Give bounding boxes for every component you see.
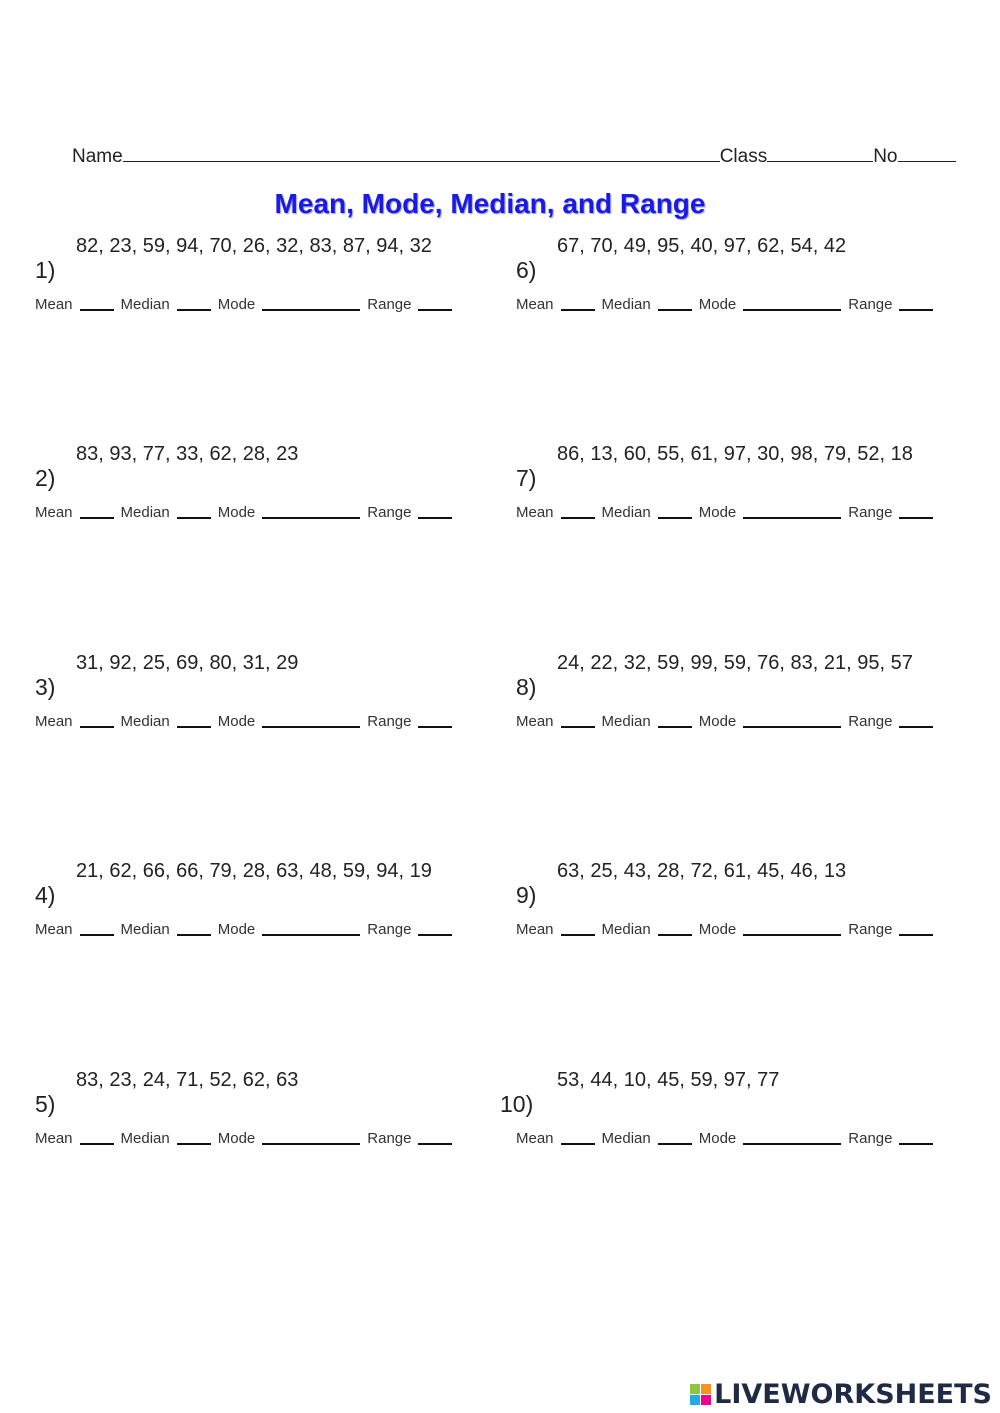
logo-square-3 [690,1395,700,1405]
range-answer-blank[interactable] [418,712,452,728]
number-label: No [873,146,898,167]
mean-label: Mean [516,504,554,521]
mean-answer-blank[interactable] [80,920,114,936]
problem-number: 2) [35,465,56,491]
range-label: Range [367,921,412,938]
mode-answer-blank[interactable] [743,920,841,936]
median-label: Median [601,713,651,730]
range-label: Range [848,921,893,938]
problem-5 [35,1069,505,1189]
problem-number: 4) [35,882,56,908]
range-label: Range [848,1130,893,1147]
problem-data-set: 24, 22, 32, 59, 99, 59, 76, 83, 21, 95, 57 [557,652,913,674]
median-label: Median [120,296,170,313]
mode-answer-blank[interactable] [262,295,360,311]
mean-answer-blank[interactable] [561,920,595,936]
mode-label: Mode [217,713,256,730]
problem-6 [516,235,986,355]
range-answer-blank[interactable] [899,920,933,936]
problem-number: 8) [516,674,537,700]
mode-label: Mode [698,1130,737,1147]
number-blank[interactable] [898,147,956,162]
range-label: Range [367,504,412,521]
mean-label: Mean [35,296,73,313]
mean-label: Mean [35,504,73,521]
median-label: Median [601,504,651,521]
median-label: Median [601,921,651,938]
range-label: Range [367,713,412,730]
mode-label: Mode [698,713,737,730]
mean-answer-blank[interactable] [561,295,595,311]
mean-label: Mean [35,1130,73,1147]
mean-answer-blank[interactable] [561,503,595,519]
median-label: Median [120,1130,170,1147]
mode-label: Mode [698,504,737,521]
mean-label: Mean [516,1130,554,1147]
problem-8 [516,652,986,772]
mean-answer-blank[interactable] [561,1129,595,1145]
median-answer-blank[interactable] [658,712,692,728]
problem-1 [35,235,505,355]
mode-label: Mode [217,504,256,521]
range-answer-blank[interactable] [899,712,933,728]
median-answer-blank[interactable] [177,503,211,519]
range-answer-blank[interactable] [418,1129,452,1145]
class-label: Class [719,146,768,167]
problem-3 [35,652,505,772]
problem-data-set: 53, 44, 10, 45, 59, 97, 77 [557,1069,780,1091]
problem-data-set: 82, 23, 59, 94, 70, 26, 32, 83, 87, 94, 32 [76,235,432,257]
logo-square-2 [701,1384,711,1394]
answer-row [35,1129,505,1147]
range-label: Range [367,296,412,313]
mode-label: Mode [217,296,256,313]
problem-data-set: 21, 62, 66, 66, 79, 28, 63, 48, 59, 94, 19 [76,860,432,882]
range-label: Range [848,504,893,521]
answer-row [516,295,986,313]
mode-answer-blank[interactable] [743,503,841,519]
mode-label: Mode [698,296,737,313]
mean-label: Mean [516,713,554,730]
logo-square-4 [701,1395,711,1405]
mode-answer-blank[interactable] [262,503,360,519]
problem-data-set: 86, 13, 60, 55, 61, 97, 30, 98, 79, 52, 18 [557,443,913,465]
problem-7 [516,443,986,563]
problem-number: 1) [35,257,56,283]
mean-answer-blank[interactable] [80,712,114,728]
problem-data-set: 83, 93, 77, 33, 62, 28, 23 [76,443,299,465]
median-answer-blank[interactable] [658,503,692,519]
median-label: Median [601,1130,651,1147]
mean-answer-blank[interactable] [80,1129,114,1145]
range-label: Range [367,1130,412,1147]
mode-answer-blank[interactable] [262,920,360,936]
mode-answer-blank[interactable] [743,712,841,728]
answer-row [35,920,505,938]
problem-number: 10) [500,1091,534,1117]
mode-label: Mode [698,921,737,938]
name-label: Name [72,146,123,167]
problem-number: 7) [516,465,537,491]
median-answer-blank[interactable] [177,1129,211,1145]
mean-label: Mean [516,296,554,313]
median-answer-blank[interactable] [177,712,211,728]
mean-label: Mean [516,921,554,938]
median-answer-blank[interactable] [177,920,211,936]
median-label: Median [120,921,170,938]
mode-label: Mode [217,921,256,938]
problem-data-set: 83, 23, 24, 71, 52, 62, 63 [76,1069,299,1091]
problem-2 [35,443,505,563]
mode-answer-blank[interactable] [262,712,360,728]
problem-number: 5) [35,1091,56,1117]
range-answer-blank[interactable] [418,503,452,519]
mean-label: Mean [35,713,73,730]
problem-4 [35,860,505,980]
logo-square-1 [690,1384,700,1394]
range-answer-blank[interactable] [899,503,933,519]
mean-answer-blank[interactable] [80,503,114,519]
answer-row [516,920,986,938]
median-answer-blank[interactable] [658,920,692,936]
mode-answer-blank[interactable] [743,1129,841,1145]
liveworksheets-brand [690,1377,992,1411]
liveworksheets-logo-icon [690,1384,711,1405]
problem-10 [500,1069,986,1189]
mean-answer-blank[interactable] [80,295,114,311]
mode-answer-blank[interactable] [743,295,841,311]
mode-label: Mode [217,1130,256,1147]
answer-row [35,712,505,730]
answer-row [516,503,986,521]
problem-data-set: 31, 92, 25, 69, 80, 31, 29 [76,652,299,674]
class-blank[interactable] [767,147,873,162]
range-answer-blank[interactable] [899,1129,933,1145]
median-answer-blank[interactable] [658,1129,692,1145]
answer-row [35,295,505,313]
answer-row [35,503,505,521]
student-info-header [72,146,972,168]
median-answer-blank[interactable] [658,295,692,311]
mean-answer-blank[interactable] [561,712,595,728]
answer-row [516,1129,986,1147]
median-label: Median [120,504,170,521]
problem-number: 9) [516,882,537,908]
mean-label: Mean [35,921,73,938]
mode-answer-blank[interactable] [262,1129,360,1145]
worksheet-title: Mean, Mode, Median, and Range [274,188,706,219]
problem-data-set: 63, 25, 43, 28, 72, 61, 45, 46, 13 [557,860,847,882]
brand-wordmark: LIVEWORKSHEETS [714,1378,992,1410]
problem-number: 6) [516,257,537,283]
name-blank[interactable] [123,147,720,162]
range-answer-blank[interactable] [899,295,933,311]
range-answer-blank[interactable] [418,920,452,936]
median-label: Median [120,713,170,730]
range-label: Range [848,713,893,730]
median-label: Median [601,296,651,313]
range-label: Range [848,296,893,313]
problem-data-set: 67, 70, 49, 95, 40, 97, 62, 54, 42 [557,235,847,257]
median-answer-blank[interactable] [177,295,211,311]
problem-9 [516,860,986,980]
answer-row [516,712,986,730]
range-answer-blank[interactable] [418,295,452,311]
problem-number: 3) [35,674,56,700]
